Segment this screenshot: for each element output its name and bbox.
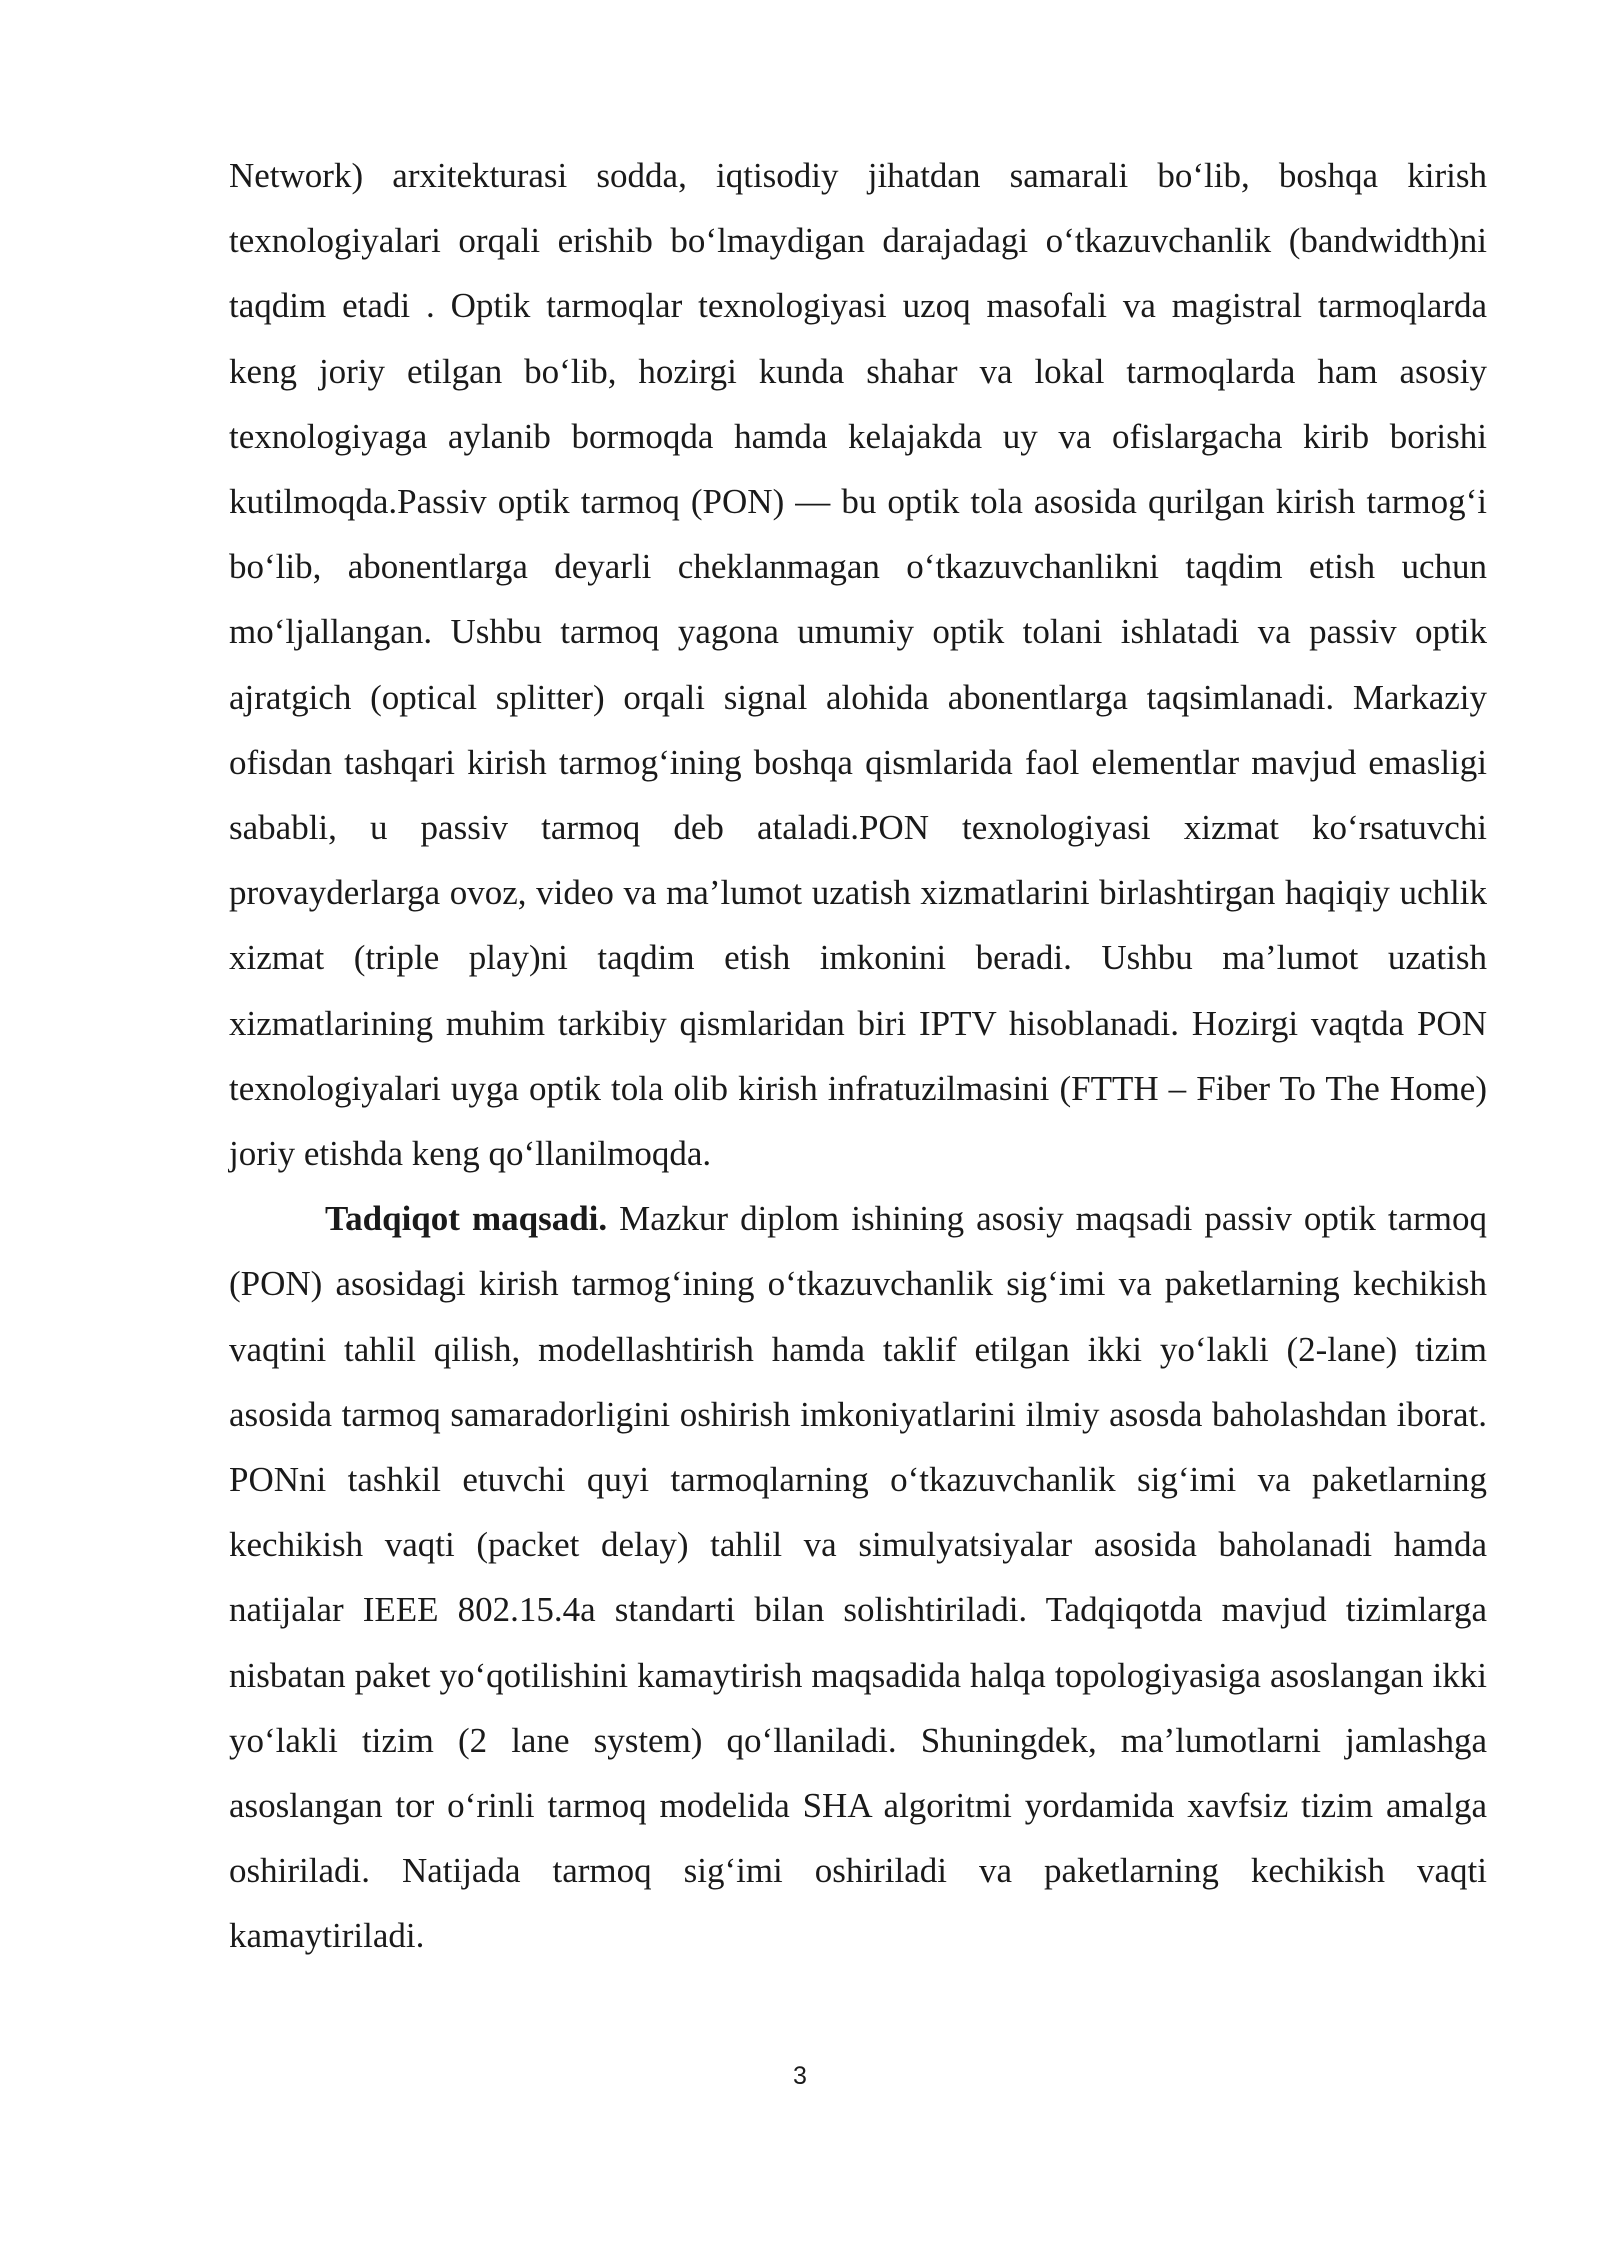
paragraph-research-goal (229, 1186, 1487, 1968)
page-number: 3 (793, 2062, 807, 2090)
body-text (229, 143, 1487, 1969)
section-heading-research-goal: Tadqiqot maqsadi. (325, 1199, 608, 1239)
paragraph-intro-continued: Network) arxitekturasi sodda, iqtisodiy jihatdan samarali bo‘lib, boshqa kirish texnologiyalari orqali erishib bo‘lmaydigan darajadagi o‘tkazuvchanlik (bandwidth)ni taqdim etadi . Optik tarmoqlar texnologiyasi uzoq masofali va magistral tarmoqlarda keng joriy etilgan bo‘lib, hozirgi kunda shahar va lokal tarmoqlarda ham asosiy texnologiyaga aylanib bormoqda hamda kelajakda uy va ofislargacha kirib borishi kutilmoqda.Passiv optik tarmoq (PON) — bu optik tola asosida qurilgan kirish tarmog‘i bo‘lib, abonentlarga deyarli cheklanmagan o‘tkazuvchanlikni taqdim etish uchun mo‘ljallangan. Ushbu tarmoq yagona umumiy optik tolani ishlatadi va passiv optik ajratgich (optical splitter) orqali signal alohida abonentlarga taqsimlanadi. Markaziy ofisdan tashqari kirish tarmog‘ining boshqa qismlarida faol elementlar mavjud emasligi sababli, u passiv tarmoq deb ataladi.PON texnologiyasi xizmat ko‘rsatuvchi provayderlarga ovoz, video va ma’lumot uzatish xizmatlarini birlashtirgan haqiqiy uchlik xizmat (triple play)ni taqdim etish imkonini beradi. Ushbu ma’lumot uzatish xizmatlarining muhim tarkibiy qismlaridan biri IPTV hisoblanadi. Hozirgi vaqtda PON texnologiyalari uyga optik tola olib kirish infratuzilmasini (FTTH – Fiber To The Home) joriy etishda keng qo‘llanilmoqda. (229, 156, 1487, 1174)
paragraph-research-goal-text: Mazkur diplom ishining asosiy maqsadi passiv optik tarmoq (PON) asosidagi kirish tarmog‘ining o‘tkazuvchanlik sig‘imi va paketlarning kechikish vaqtini tahlil qilish, modellashtirish hamda taklif etilgan ikki yo‘lakli (2-lane) tizim asosida tarmoq samaradorligini oshirish imkoniyatlarini ilmiy asosda baholashdan iborat. PONni tashkil etuvchi quyi tarmoqlarning o‘tkazuvchanlik sig‘imi va paketlarning kechikish vaqti (packet delay) tahlil va simulyatsiyalar asosida baholanadi hamda natijalar IEEE 802.15.4a standarti bilan solishtiriladi. Tadqiqotda mavjud tizimlarga nisbatan paket yo‘qotilishini kamaytirish maqsadida halqa topologiyasiga asoslangan ikki yo‘lakli tizim (2 lane system) qo‘llaniladi. Shuningdek, ma’lumotlarni jamlashga asoslangan tor o‘rinli tarmoq modelida SHA algoritmi yordamida xavfsiz tizim amalga oshiriladi. Natijada tarmoq sig‘imi oshiriladi va paketlarning kechikish vaqti kamaytiriladi. (229, 1199, 1487, 1956)
